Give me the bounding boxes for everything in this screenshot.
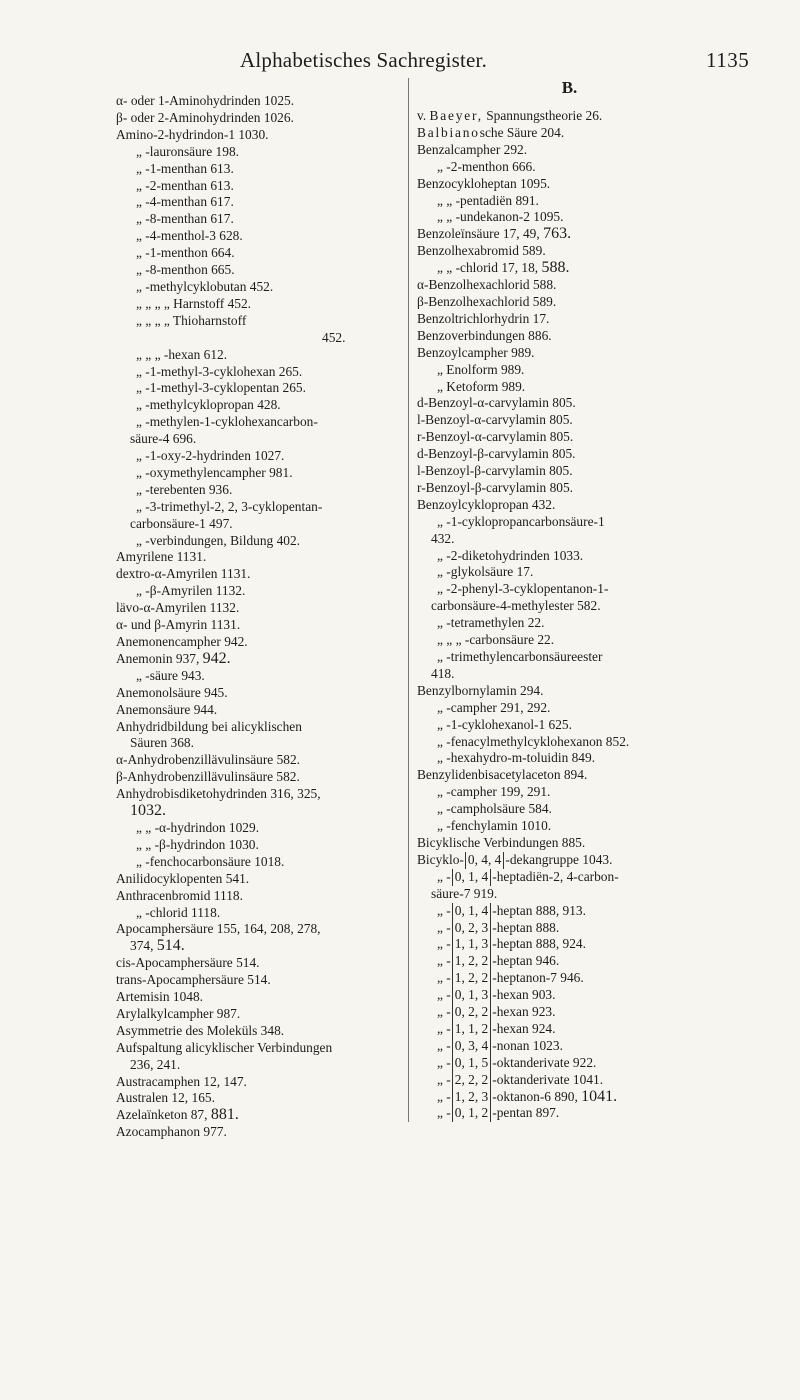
entry-rest: -hexan 903. [492, 987, 556, 1003]
index-subentry: „ -1-menthan 613. [136, 160, 234, 176]
index-entry: Anemonencampher 942. [116, 634, 248, 649]
index-subentry: „ -campher 291, 292. [437, 699, 551, 715]
index-entry-bicyclo [417, 903, 722, 920]
ring-bracket: 1, 2, 2 [452, 953, 491, 970]
ring-bracket: 0, 3, 4 [452, 1038, 491, 1055]
index-entry-bicyclo [417, 1004, 722, 1021]
index-subentry: „ -2-menthan 613. [136, 177, 234, 193]
index-subentry: „ Enolform 989. [437, 361, 525, 377]
entry-rest: -hexan 924. [492, 1020, 556, 1036]
index-entry-bicyclo [417, 852, 722, 869]
index-entry: Benzoverbindungen 886. [417, 327, 552, 343]
index-subentry: „ -trimethylencarbonsäureester [437, 649, 603, 664]
index-entry: α-Anhydrobenzillävulinsäure 582. [116, 752, 301, 768]
index-entry-bicyclo [417, 869, 722, 886]
index-entry: cis-Apocamphersäure 514. [116, 955, 260, 971]
index-subentry: „ „ -pentadiën 891. [437, 192, 539, 208]
index-subentry: „ -säure 943. [136, 667, 205, 683]
index-continuation: säure-7 919. [431, 885, 498, 901]
ring-bracket: 0, 1, 4 [452, 903, 491, 920]
ring-bracket: 0, 1, 4 [452, 869, 491, 886]
index-subentry: „ „ „ „ Harnstoff 452. [136, 295, 252, 311]
index-subentry: „ Ketoform 989. [437, 378, 526, 394]
entry-prefix: „ - [437, 1037, 451, 1053]
index-entry: Anthracenbromid 1118. [116, 887, 243, 903]
page-header [0, 0, 800, 72]
entry-prefix: „ - [437, 1054, 451, 1070]
ring-bracket: 0, 4, 4 [465, 852, 504, 869]
index-subentry: „ -β-Amyrilen 1132. [136, 583, 246, 599]
index-subentry: „ -campher 199, 291. [437, 784, 551, 800]
ring-bracket: 1, 2, 3 [452, 1089, 491, 1106]
index-entry: lävo-α-Amyrilen 1132. [116, 600, 240, 616]
index-entry-bicyclo [417, 1038, 722, 1055]
index-subentry: „ -2-menthon 666. [437, 158, 536, 174]
index-subentry: „ -1-methyl-3-cyklohexan 265. [136, 363, 303, 379]
index-subentry: „ „ „ -hexan 612. [136, 346, 228, 362]
index-continuation: 452. [322, 329, 346, 345]
entry-prefix: „ - [437, 936, 451, 952]
entry-rest: -oktanderivate 1041. [492, 1071, 604, 1087]
index-entry: v. Baeyer, Spannungstheorie 26. [417, 108, 603, 123]
index-subentry: „ -lauronsäure 198. [136, 143, 239, 159]
index-entry: Anemonolsäure 945. [116, 684, 228, 700]
entry-rest: -oktanderivate 922. [492, 1054, 597, 1070]
index-entry: Bicyklische Verbindungen 885. [417, 834, 586, 850]
entry-prefix: „ - [437, 902, 451, 918]
index-entry: Apocamphersäure 155, 164, 208, 278, [116, 921, 321, 937]
page-number: 1135 [706, 48, 750, 72]
entry-prefix: „ - [437, 953, 451, 969]
index-continuation: säure-4 696. [130, 431, 197, 447]
index-entry: trans-Apocamphersäure 514. [116, 972, 271, 988]
entry-prefix: „ - [437, 987, 451, 1003]
index-subentry: „ -1-oxy-2-hydrinden 1027. [136, 448, 285, 464]
index-entry-bicyclo [417, 970, 722, 987]
index-subentry: „ -chlorid 1118. [136, 904, 221, 920]
index-entry-bicyclo [417, 1072, 722, 1089]
index-continuation: 374, 514. [130, 937, 185, 955]
index-entry: Anilidocyklopenten 541. [116, 870, 250, 886]
ring-bracket: 1, 2, 2 [452, 970, 491, 987]
index-entry: r-Benzoyl-α-carvylamin 805. [417, 429, 574, 445]
index-entry: Anhydrobisdiketohydrinden 316, 325, [116, 786, 321, 802]
ring-bracket: 1, 1, 2 [452, 1021, 491, 1038]
index-subentry: „ -tetramethylen 22. [437, 615, 545, 631]
index-entry: Benzylbornylamin 294. [417, 682, 544, 698]
index-entry: Benzoleïnsäure 17, 49, 763. [417, 225, 572, 243]
index-entry: Anemonin 937, 942. [116, 649, 231, 667]
entry-rest: -heptadiën-2, 4-carbon- [492, 868, 619, 884]
index-entry: Balbianosche Säure 204. [417, 124, 565, 140]
index-entry: Benzoltrichlorhydrin 17. [417, 310, 550, 326]
index-subentry: „ -methylcyklobutan 452. [136, 278, 274, 294]
entry-rest: -dekangruppe 1043. [505, 851, 613, 867]
index-entry: Amyrilene 1131. [116, 549, 207, 565]
index-entry: Arylalkylcampher 987. [116, 1005, 241, 1021]
index-entry: α- und β-Amyrin 1131. [116, 617, 241, 633]
index-subentry: „ -verbindungen, Bildung 402. [136, 532, 301, 548]
index-subentry: „ -glykolsäure 17. [437, 564, 534, 580]
entry-prefix: „ - [437, 1020, 451, 1036]
index-column-right [408, 78, 722, 1122]
index-continuation: Säuren 368. [130, 735, 194, 751]
index-subentry: „ -fenchylamin 1010. [437, 818, 552, 834]
index-entry-bicyclo [417, 953, 722, 970]
entry-rest: -heptan 946. [492, 953, 560, 969]
index-entry: Azelaïnketon 87, 881. [116, 1106, 239, 1124]
index-column-left [116, 93, 394, 1141]
index-continuation: carbonsäure-4-methylester 582. [431, 598, 601, 614]
index-entry: α-Benzolhexachlorid 588. [417, 277, 557, 293]
index-entry-bicyclo [417, 1089, 722, 1106]
index-subentry: „ -oxymethylencampher 981. [136, 464, 293, 480]
ring-bracket: 0, 2, 2 [452, 1004, 491, 1021]
index-entry: Benzoylcampher 989. [417, 344, 535, 360]
index-subentry: „ -methylcyklopropan 428. [136, 397, 281, 413]
index-subentry: „ „ -undekanon-2 1095. [437, 209, 564, 225]
index-continuation: 236, 241. [130, 1056, 181, 1072]
index-entry: Anhydridbildung bei alicyklischen [116, 718, 302, 734]
index-entry: Azocamphanon 977. [116, 1124, 227, 1140]
index-entry: l-Benzoyl-α-carvylamin 805. [417, 412, 573, 428]
index-entry: Asymmetrie des Moleküls 348. [116, 1022, 285, 1038]
index-subentry: „ -2-diketohydrinden 1033. [437, 547, 584, 563]
index-entry-bicyclo [417, 1055, 722, 1072]
index-subentry: „ „ -α-hydrindon 1029. [136, 819, 260, 835]
index-entry: dextro-α-Amyrilen 1131. [116, 566, 251, 582]
index-subentry: „ -1-methyl-3-cyklopentan 265. [136, 380, 306, 396]
entry-prefix: „ - [437, 919, 451, 935]
index-continuation: carbonsäure-1 497. [130, 515, 233, 531]
index-subentry: „ -3-trimethyl-2, 2, 3-cyklopentan- [136, 498, 323, 514]
index-subentry: „ -8-menthan 617. [136, 211, 234, 227]
index-entry: β- oder 2-Aminohydrinden 1026. [116, 109, 294, 125]
index-entry-bicyclo [417, 987, 722, 1004]
entry-prefix: „ - [437, 1088, 451, 1104]
entry-rest: -hexan 923. [492, 1004, 556, 1020]
index-subentry: „ -terebenten 936. [136, 481, 233, 497]
index-entry: Benzolhexabromid 589. [417, 243, 546, 259]
index-subentry: „ -4-menthan 617. [136, 194, 234, 210]
index-subentry: „ -campholsäure 584. [437, 801, 552, 817]
index-entry: Benzylidenbisacetylaceton 894. [417, 767, 588, 783]
index-subentry: „ -8-menthon 665. [136, 262, 235, 278]
index-entry-bicyclo [417, 1021, 722, 1038]
entry-rest: -heptan 888, 913. [492, 902, 586, 918]
index-subentry: „ -fenacylmethylcyklohexanon 852. [437, 733, 630, 749]
entry-rest: -heptan 888, 924. [492, 936, 586, 952]
index-entry: Benzocykloheptan 1095. [417, 175, 551, 191]
index-subentry: „ „ -β-hydrindon 1030. [136, 836, 259, 852]
index-continuation: 418. [431, 665, 455, 681]
index-subentry: „ -1-cyklopropancarbonsäure-1 [437, 513, 605, 529]
index-subentry: „ -1-menthon 664. [136, 245, 235, 261]
index-entry: Anemonsäure 944. [116, 701, 218, 717]
entry-prefix: „ - [437, 868, 451, 884]
index-entry: Artemisin 1048. [116, 989, 204, 1005]
entry-rest: -nonan 1023. [492, 1037, 563, 1053]
index-entry-bicyclo [417, 1105, 722, 1122]
ring-bracket: 0, 1, 2 [452, 1105, 491, 1122]
index-entry: Austracamphen 12, 147. [116, 1073, 247, 1089]
index-entry: r-Benzoyl-β-carvylamin 805. [417, 479, 574, 495]
index-entry: Aufspaltung alicyklischer Verbindungen [116, 1039, 333, 1055]
index-continuation: 1032. [130, 802, 166, 820]
entry-rest: -heptan 888. [492, 919, 560, 935]
ring-bracket: 1, 1, 3 [452, 936, 491, 953]
index-entry: Benzalcampher 292. [417, 141, 528, 157]
ring-bracket: 0, 2, 3 [452, 920, 491, 937]
index-entry-bicyclo [417, 920, 722, 937]
ring-bracket: 0, 1, 3 [452, 987, 491, 1004]
section-letter: B. [561, 78, 578, 97]
index-subentry: „ „ -chlorid 17, 18, 588. [437, 259, 570, 277]
index-entry: l-Benzoyl-β-carvylamin 805. [417, 463, 573, 479]
index-entry: Benzoylcyklopropan 432. [417, 496, 556, 512]
index-subentry: „ -2-phenyl-3-cyklopentanon-1- [437, 581, 609, 597]
index-entry: d-Benzoyl-α-carvylamin 805. [417, 395, 576, 411]
index-subentry: „ „ „ -carbonsäure 22. [437, 632, 555, 648]
entry-rest: -heptanon-7 946. [492, 970, 584, 986]
entry-rest: -pentan 897. [492, 1105, 560, 1121]
entry-rest: -oktanon-6 890, 1041. [492, 1087, 618, 1105]
index-continuation: 432. [431, 530, 455, 546]
index-entry: Australen 12, 165. [116, 1090, 215, 1106]
entry-prefix: „ - [437, 970, 451, 986]
ring-bracket: 2, 2, 2 [452, 1072, 491, 1089]
index-subentry: „ -4-menthol-3 628. [136, 228, 243, 244]
index-entry: d-Benzoyl-β-carvylamin 805. [417, 446, 576, 462]
entry-prefix: „ - [437, 1071, 451, 1087]
index-subentry: „ -1-cyklohexanol-1 625. [437, 716, 572, 732]
index-subentry: „ -fenchocarbonsäure 1018. [136, 853, 285, 869]
index-subentry: „ -hexahydro-m-toluidin 849. [437, 750, 596, 766]
entry-prefix: Bicyklo- [417, 851, 464, 867]
index-entry: β-Anhydrobenzillävulinsäure 582. [116, 769, 300, 785]
ring-bracket: 0, 1, 5 [452, 1055, 491, 1072]
index-entry: α- oder 1-Aminohydrinden 1025. [116, 93, 295, 108]
entry-prefix: „ - [437, 1105, 451, 1121]
entry-prefix: „ - [437, 1004, 451, 1020]
index-entry-bicyclo [417, 936, 722, 953]
index-entry: β-Benzolhexachlorid 589. [417, 293, 557, 309]
running-title: Alphabetisches Sachregister. [240, 48, 488, 72]
index-subentry: „ „ „ „ Thioharnstoff [136, 312, 247, 328]
index-entry: Amino-2-hydrindon-1 1030. [116, 126, 269, 142]
index-subentry: „ -methylen-1-cyklohexancarbon- [136, 414, 318, 430]
